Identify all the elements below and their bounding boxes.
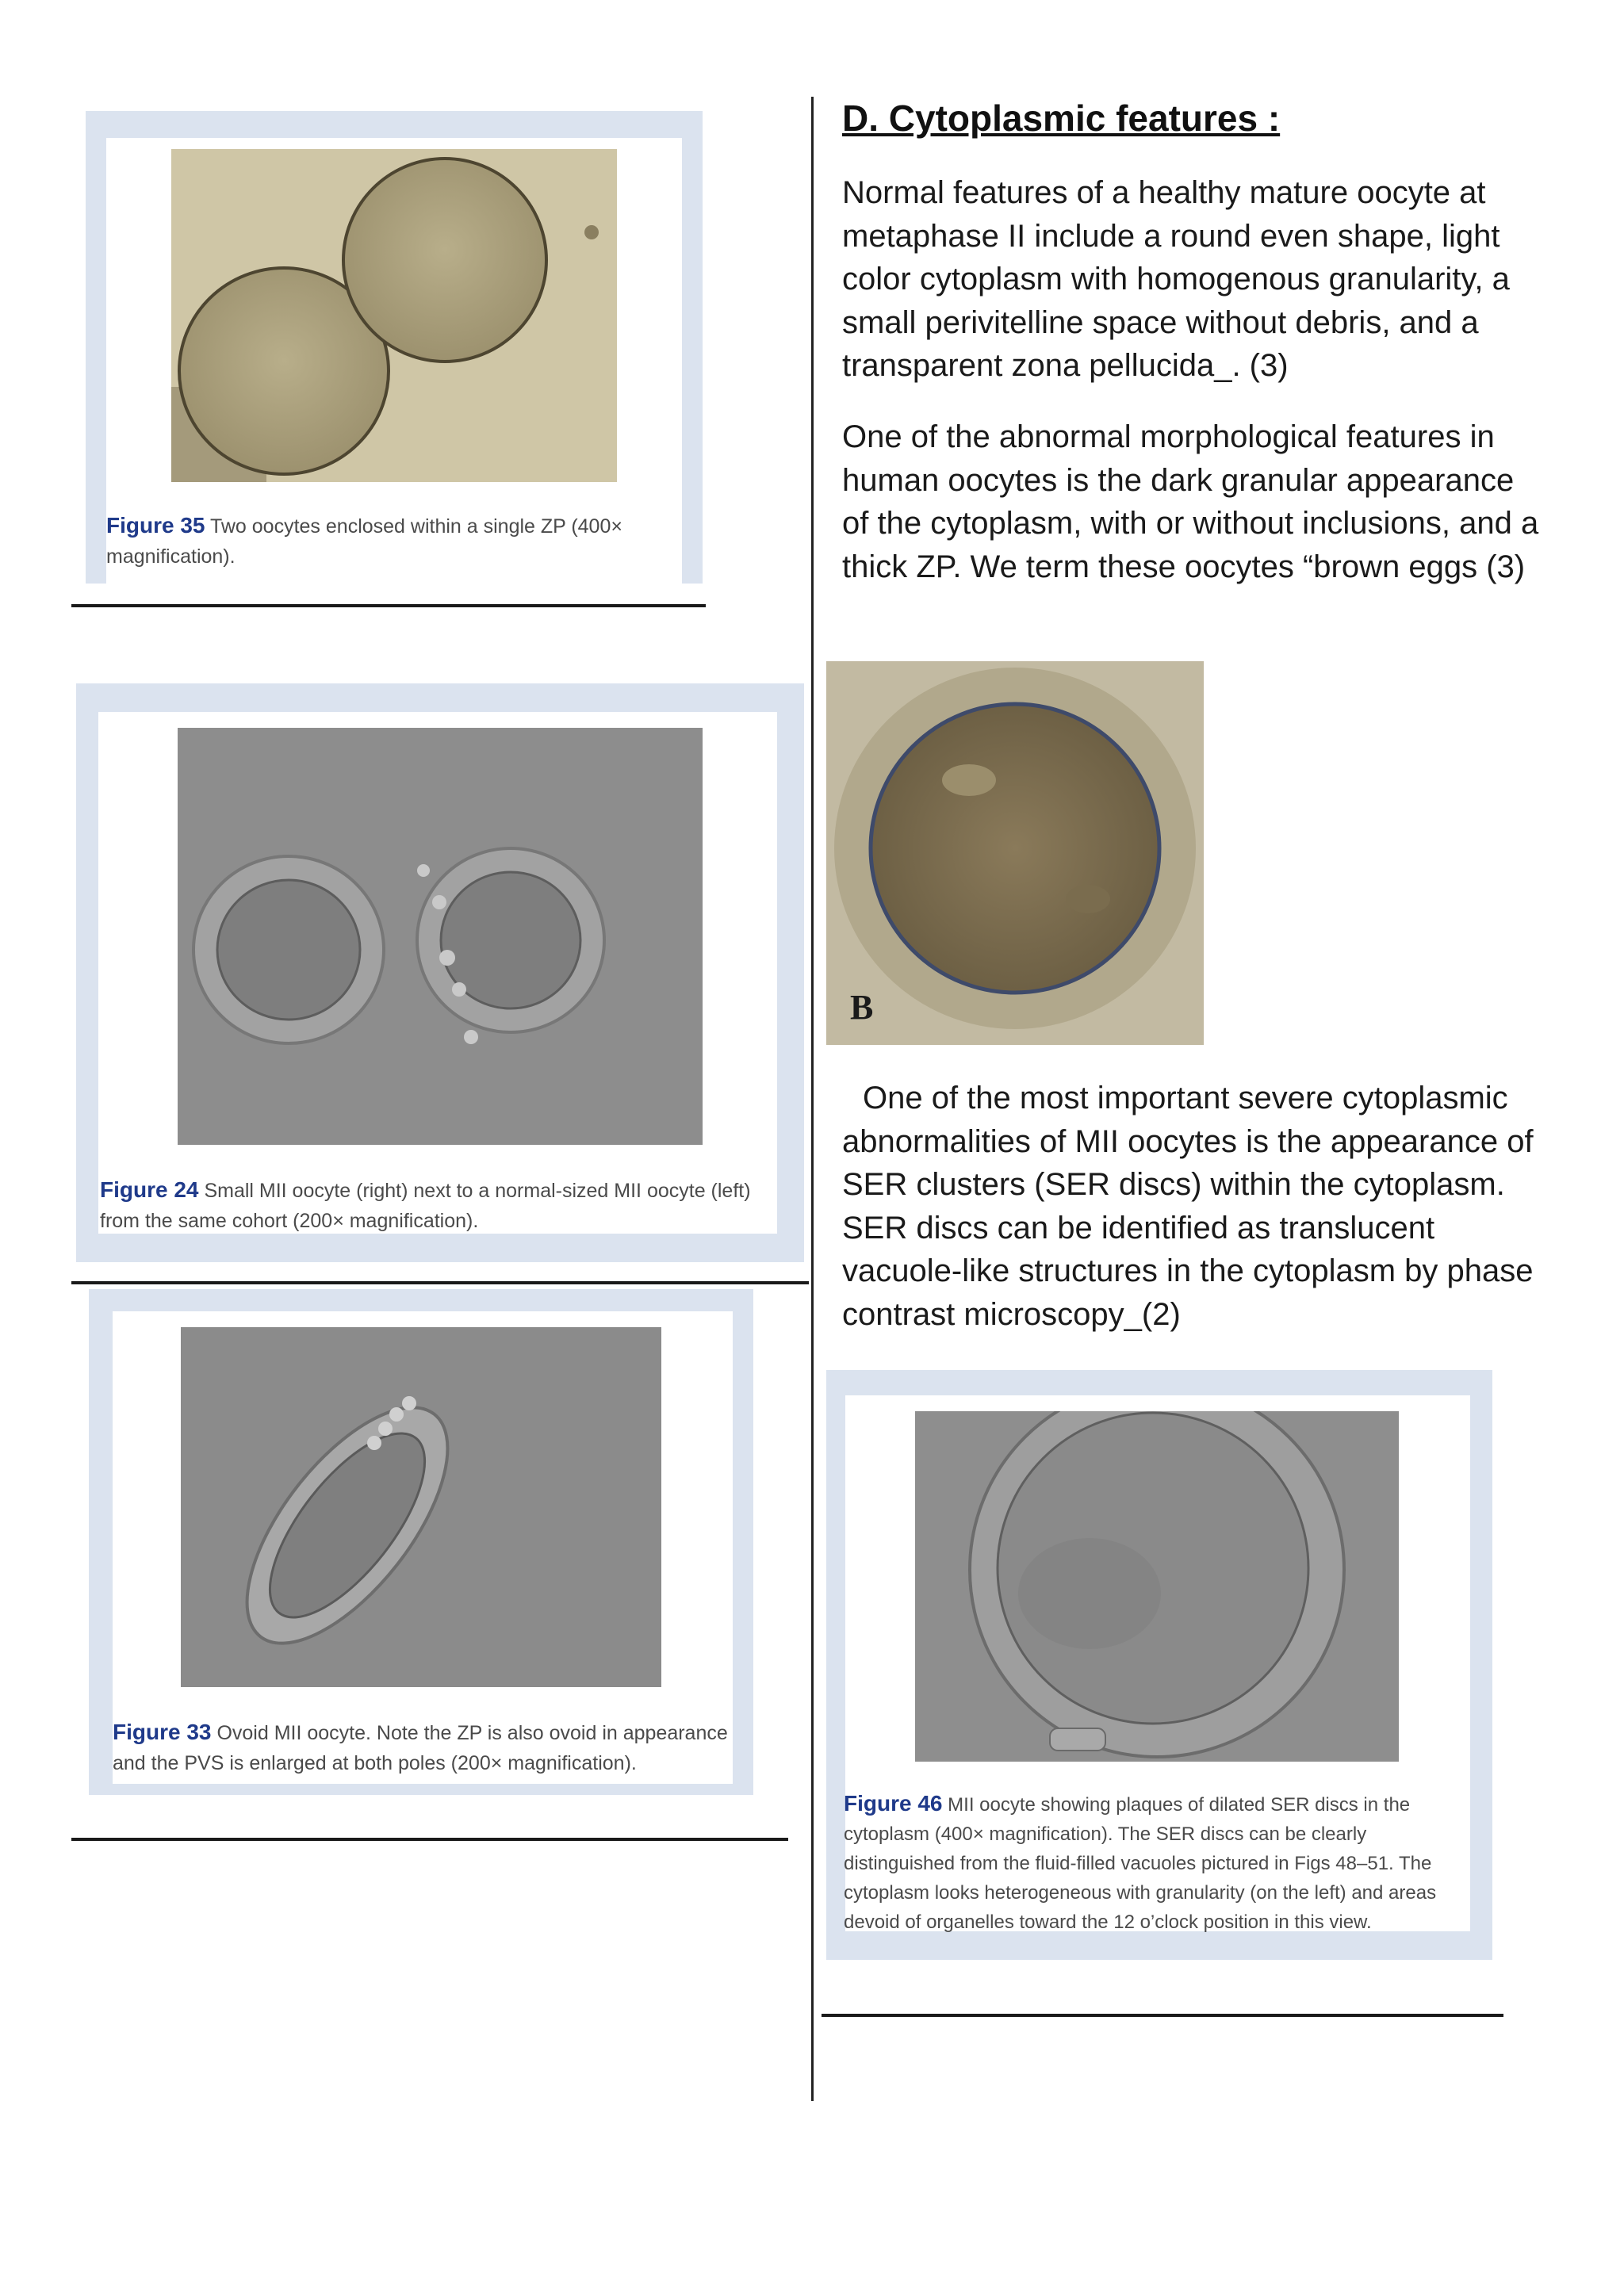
column-divider [811,97,814,2101]
paragraph-1: Normal features of a healthy mature oocyte at metaphase II include a round even shape, light color cytoplasm with homogenous granularity, a small perivitelline space without debris, and a transparent zona pellucida_. (3) [842,175,1510,383]
figure-24-label: Figure 24 [100,1177,199,1202]
figure-24-box [76,683,804,1262]
rule-3 [71,1838,788,1841]
figure-33-image [181,1327,661,1687]
figure-46-box [826,1370,1492,1960]
figure-33-box [89,1289,753,1795]
section-title: D. Cytoplasmic features : [842,98,1281,139]
figure-24-text: Small MII oocyte (right) next to a normal-sized MII oocyte (left) from the same cohort (200× magnification). [100,1180,751,1232]
rule-4 [822,2014,1503,2017]
figure-35-label: Figure 35 [106,513,205,538]
figure-46-label: Figure 46 [844,1791,943,1816]
figure-35-box [86,111,703,584]
paragraph-2: One of the abnormal morphological features in human oocytes is the dark granular appearance of the cytoplasm, with or without inclusions, and a thick ZP. We term these oocytes “brown eggs (3) [842,419,1539,584]
figure-33-text: Ovoid MII oocyte. Note the ZP is also ovoid in appearance and the PVS is enlarged at both poles (200× magnification). [113,1722,728,1774]
rule-1 [71,604,706,607]
rule-2 [71,1281,809,1284]
figure-46-caption [844,1789,1478,1937]
brown-egg-image [826,661,1204,1045]
figure-24-caption [100,1175,782,1236]
image-b-label: B [850,988,874,1027]
paragraph-3: One of the most important severe cytoplasmic abnormalities of MII oocytes is the appearance of SER clusters (SER discs) within the cytoplasm. SER discs can be identified as translucent vacuole-like structures in the cytoplasm by phase contrast microscopy_(2) [842,1081,1534,1332]
figure-33-caption [113,1717,747,1778]
figure-46-text: MII oocyte showing plaques of dilated SER discs in the cytoplasm (400× magnification). The SER discs can be clearly distinguished from the fluid-filled vacuoles pictured in Figs 48–51. The cytoplasm looks heterogeneous with granularity (on the left) and areas devoid of organelles toward the 12 o’clock position in this view. [844,1794,1437,1933]
figure-35-image [171,149,617,482]
figure-24-image [178,728,703,1145]
figure-35-text: Two oocytes enclosed within a single ZP (400× magnification). [106,515,622,568]
figure-35-caption [106,511,685,572]
figure-46-image [915,1411,1399,1762]
figure-33-label: Figure 33 [113,1720,212,1744]
